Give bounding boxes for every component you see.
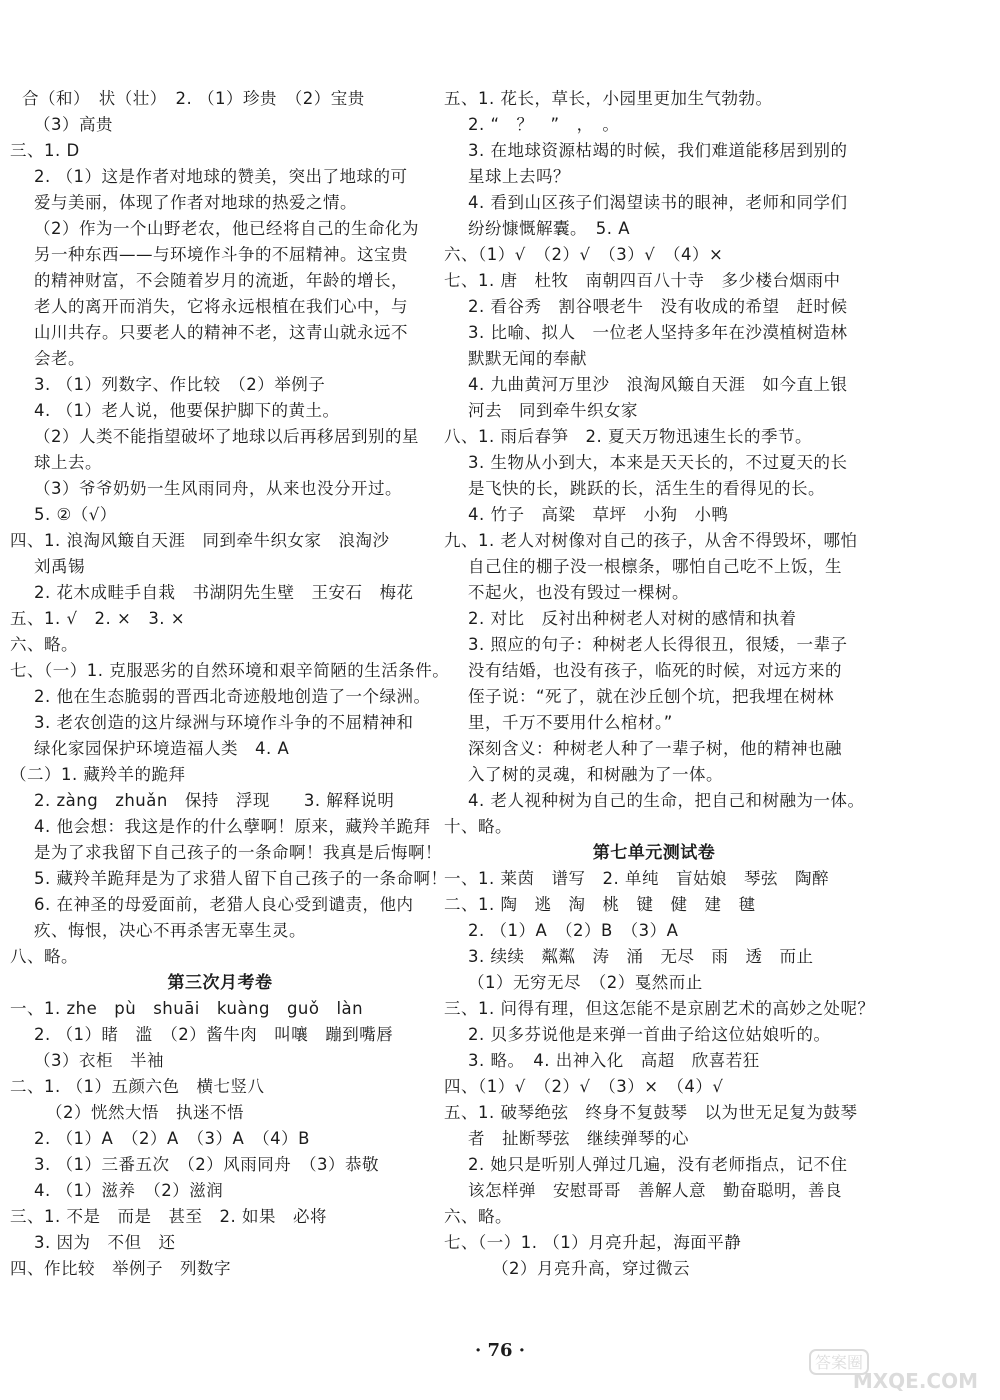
answer-line: 3. 照应的句子：种树老人长得很丑，很矮，一辈子 [468, 635, 848, 654]
answer-line: 的精神财富，不会随着岁月的流逝，年龄的增长， [34, 271, 408, 290]
answer-line: 纷纷慷慨解囊。 5. A [468, 219, 631, 238]
answer-line: 二、1. （1）五颜六色 横七竖八 [10, 1077, 265, 1096]
answer-line: 三、1. 不是 而是 甚至 2. 如果 必将 [10, 1207, 327, 1226]
answer-line: 5. 藏羚羊跪拜是为了求猎人留下自己孩子的一条命啊！ [34, 869, 448, 888]
answer-line: 七、（一）1. （1）月亮升起，海面平静 [444, 1233, 742, 1252]
answer-line: 会老。 [34, 349, 85, 368]
answer-line: 八、略。 [10, 947, 78, 966]
answer-line: 球上去。 [34, 453, 102, 472]
answer-line: 一、1. 莱茵 谱写 2. 单纯 盲姑娘 琴弦 陶醉 [444, 869, 829, 888]
answer-line: 四、1. 浪淘风簸自天涯 同到牵牛织女家 浪淘沙 [10, 531, 390, 550]
answer-line: 3. （1）三番五次 （2）风雨同舟 （3）恭敬 [34, 1155, 379, 1174]
answer-line: 河去 同到牵牛织女家 [468, 401, 638, 420]
answer-line: （2）作为一个山野老农，他已经将自己的生命化为 [34, 219, 419, 238]
answer-line: 3. 老农创造的这片绿洲与环境作斗争的不屈精神和 [34, 713, 414, 732]
answer-line: 七、（一）1. 克服恶劣的自然环境和艰辛简陋的生活条件。 [10, 661, 450, 680]
answer-line: 3. 生物从小到大，本来是天天长的，不过夏天的长 [468, 453, 848, 472]
answer-line: 2. 看谷秀 割谷喂老牛 没有收成的希望 赶时候 [468, 297, 848, 316]
answer-line: 合（和） 状（壮） 2. （1）珍贵 （2）宝贵 [22, 89, 365, 108]
answer-line: （3）高贵 [34, 115, 113, 134]
answer-line: 3. 略。 4. 出神入化 高超 欣喜若狂 [468, 1051, 760, 1070]
answer-line: 三、1. 问得有理，但这怎能不是京剧艺术的高妙之处呢？ [444, 999, 875, 1018]
answer-line: 自己住的棚子没一根檩条，哪怕自己吃不上饭，生 [468, 557, 842, 576]
answer-line: （二）1. 藏羚羊的跪拜 [10, 765, 186, 784]
answer-line: 4. 九曲黄河万里沙 浪淘风簸自天涯 如今直上银 [468, 375, 848, 394]
answer-line: 四、（1）√ （2）√ （3）× （4）√ [444, 1077, 724, 1096]
answer-line: （2）恍然大悟 执迷不悟 [46, 1103, 244, 1122]
answer-line: 4. （1）老人说，他要保护脚下的黄土。 [34, 401, 340, 420]
answer-line: 入了树的灵魂，和树融为了一体。 [468, 765, 723, 784]
answer-line: 该怎样弹 安慰哥哥 善解人意 勤奋聪明，善良 [468, 1181, 842, 1200]
answer-line: 绿化家园保护环境造福人类 4. A [34, 739, 290, 758]
section-heading: 第三次月考卷 [167, 973, 273, 993]
answer-line: （3）爷爷奶奶一生风雨同舟，从来也没分开过。 [34, 479, 402, 498]
answer-line: 八、1. 雨后春笋 2. 夏天万物迅速生长的季节。 [444, 427, 812, 446]
answer-line: 2. 贝多芬说他是来弹一首曲子给这位姑娘听的。 [468, 1025, 831, 1044]
answer-line: 三、1. D [10, 141, 80, 160]
answer-line: 2. （1）这是作者对地球的赞美，突出了地球的可 [34, 167, 408, 186]
answer-line: 六、（1）√ （2）√ （3）√ （4）× [444, 245, 724, 264]
answer-line: 五、1. 破琴绝弦 终身不复鼓琴 以为世无足复为鼓琴 [444, 1103, 858, 1122]
watermark-logo [808, 1348, 980, 1392]
answer-line: （1）无穷无尽 （2）戛然而止 [468, 973, 703, 992]
answer-line: （3）衣柜 半袖 [34, 1051, 164, 1070]
answer-line: 九、1. 老人对树像对自己的孩子，从舍不得毁坏，哪怕 [444, 531, 858, 550]
answer-line: 是飞快的长，跳跃的长，活生生的看得见的长。 [468, 479, 825, 498]
answer-line: 5. ②（√） [34, 505, 117, 524]
answer-line: 六、略。 [444, 1207, 512, 1226]
answer-line: 4. 他会想：我这是作的什么孽啊！原来，藏羚羊跪拜 [34, 817, 431, 836]
answer-line: 是为了求我留下自己孩子的一条命啊！我真是后悔啊！ [34, 843, 442, 862]
answer-line: 2. zàng zhuǎn 保持 浮现 3. 解释说明 [34, 791, 395, 810]
answer-line: 五、1. √ 2. × 3. × [10, 609, 186, 628]
answer-line: 里，千万不要用什么棺材。” [468, 713, 673, 732]
page-number: · 76 · [474, 1340, 526, 1361]
answer-line: 4. （1）滋养 （2）滋润 [34, 1181, 224, 1200]
answer-line: 4. 看到山区孩子们渴望读书的眼神，老师和同学们 [468, 193, 848, 212]
answer-line: （2）人类不能指望破坏了地球以后再移居到别的星 [34, 427, 419, 446]
answer-line: 七、1. 唐 杜牧 南朝四百八十寺 多少楼台烟雨中 [444, 271, 841, 290]
answer-line: 2. “ ？ ” ， 。 [468, 115, 620, 134]
answer-line: 一、1. zhe pù shuāi kuàng guǒ làn [10, 999, 364, 1018]
answer-line: 另一种东西——与环境作斗争的不屈精神。这宝贵 [34, 245, 408, 264]
answer-line: 4. 老人视种树为自己的生命，把自己和树融为一体。 [468, 791, 865, 810]
answer-line: 四、作比较 举例子 列数字 [10, 1259, 231, 1278]
answer-line: 默默无闻的奉献 [468, 349, 587, 368]
answer-line: 五、1. 花长，草长，小园里更加生气勃勃。 [444, 89, 773, 108]
answer-line: 2. （1）A （2）B （3）A [468, 921, 679, 940]
answer-line: 2. （1）睹 滥 （2）酱牛肉 叫嚷 蹦到嘴唇 [34, 1025, 394, 1044]
watermark-text: 答案圈 [814, 1353, 864, 1372]
answer-line: 3. 在地球资源枯竭的时候，我们难道能移居到别的 [468, 141, 848, 160]
answer-line: 侄子说：“死了，就在沙丘刨个坑，把我埋在树林 [468, 687, 835, 706]
answer-line: 刘禹锡 [34, 557, 85, 576]
answer-line: 爱与美丽，体现了作者对地球的热爱之情。 [34, 193, 357, 212]
answer-line: 者 扯断琴弦 继续弹琴的心 [468, 1129, 689, 1148]
answer-line: 3. （1）列数字、作比较 （2）举例子 [34, 375, 326, 394]
answer-line: 2. 她只是听别人弹过几遍，没有老师指点，记不住 [468, 1155, 848, 1174]
answer-line: 老人的离开而消失，它将永远根植在我们心中，与 [34, 297, 408, 316]
answer-line: 2. 他在生态脆弱的晋西北奇迹般地创造了一个绿洲。 [34, 687, 431, 706]
answer-line: 星球上去吗？ [468, 167, 570, 186]
answer-line: 2. （1）A （2）A （3）A （4）B [34, 1129, 310, 1148]
right-answer-column [444, 86, 875, 1282]
section-heading: 第七单元测试卷 [592, 843, 716, 863]
answer-line: 二、1. 陶 逃 淘 桃 键 健 建 毽 [444, 895, 756, 914]
answer-line: 不起火，也没有毁过一棵树。 [468, 583, 689, 602]
answer-line: 4. 竹子 高粱 草坪 小狗 小鸭 [468, 505, 729, 524]
answer-line: （2）月亮升高，穿过微云 [492, 1259, 690, 1278]
left-answer-column [10, 86, 450, 1282]
answer-line: 深刻含义：种树老人种了一辈子树，他的精神也融 [468, 739, 842, 758]
answer-line: 十、略。 [444, 817, 512, 836]
answer-line: 6. 在神圣的母爱面前，老猎人良心受到谴责，他内 [34, 895, 414, 914]
answer-line: 疚、悔恨，决心不再杀害无辜生灵。 [34, 921, 306, 940]
watermark-url: MXQE.COM [852, 1369, 978, 1392]
answer-line: 3. 比喻、拟人 一位老人坚持多年在沙漠植树造林 [468, 323, 848, 342]
answer-line: 2. 花木成畦手自栽 书湖阴先生壁 王安石 梅花 [34, 583, 414, 602]
answer-line: 2. 对比 反衬出种树老人对树的感情和执着 [468, 609, 797, 628]
answer-line: 3. 续续 粼粼 涛 涌 无尽 雨 透 而止 [468, 947, 814, 966]
answer-line: 没有结婚，也没有孩子，临死的时候，对远方来的 [468, 661, 842, 680]
answer-line: 六、略。 [10, 635, 78, 654]
answer-line: 山川共存。只要老人的精神不老，这青山就永远不 [34, 323, 408, 342]
answer-line: 3. 因为 不但 还 [34, 1233, 176, 1252]
